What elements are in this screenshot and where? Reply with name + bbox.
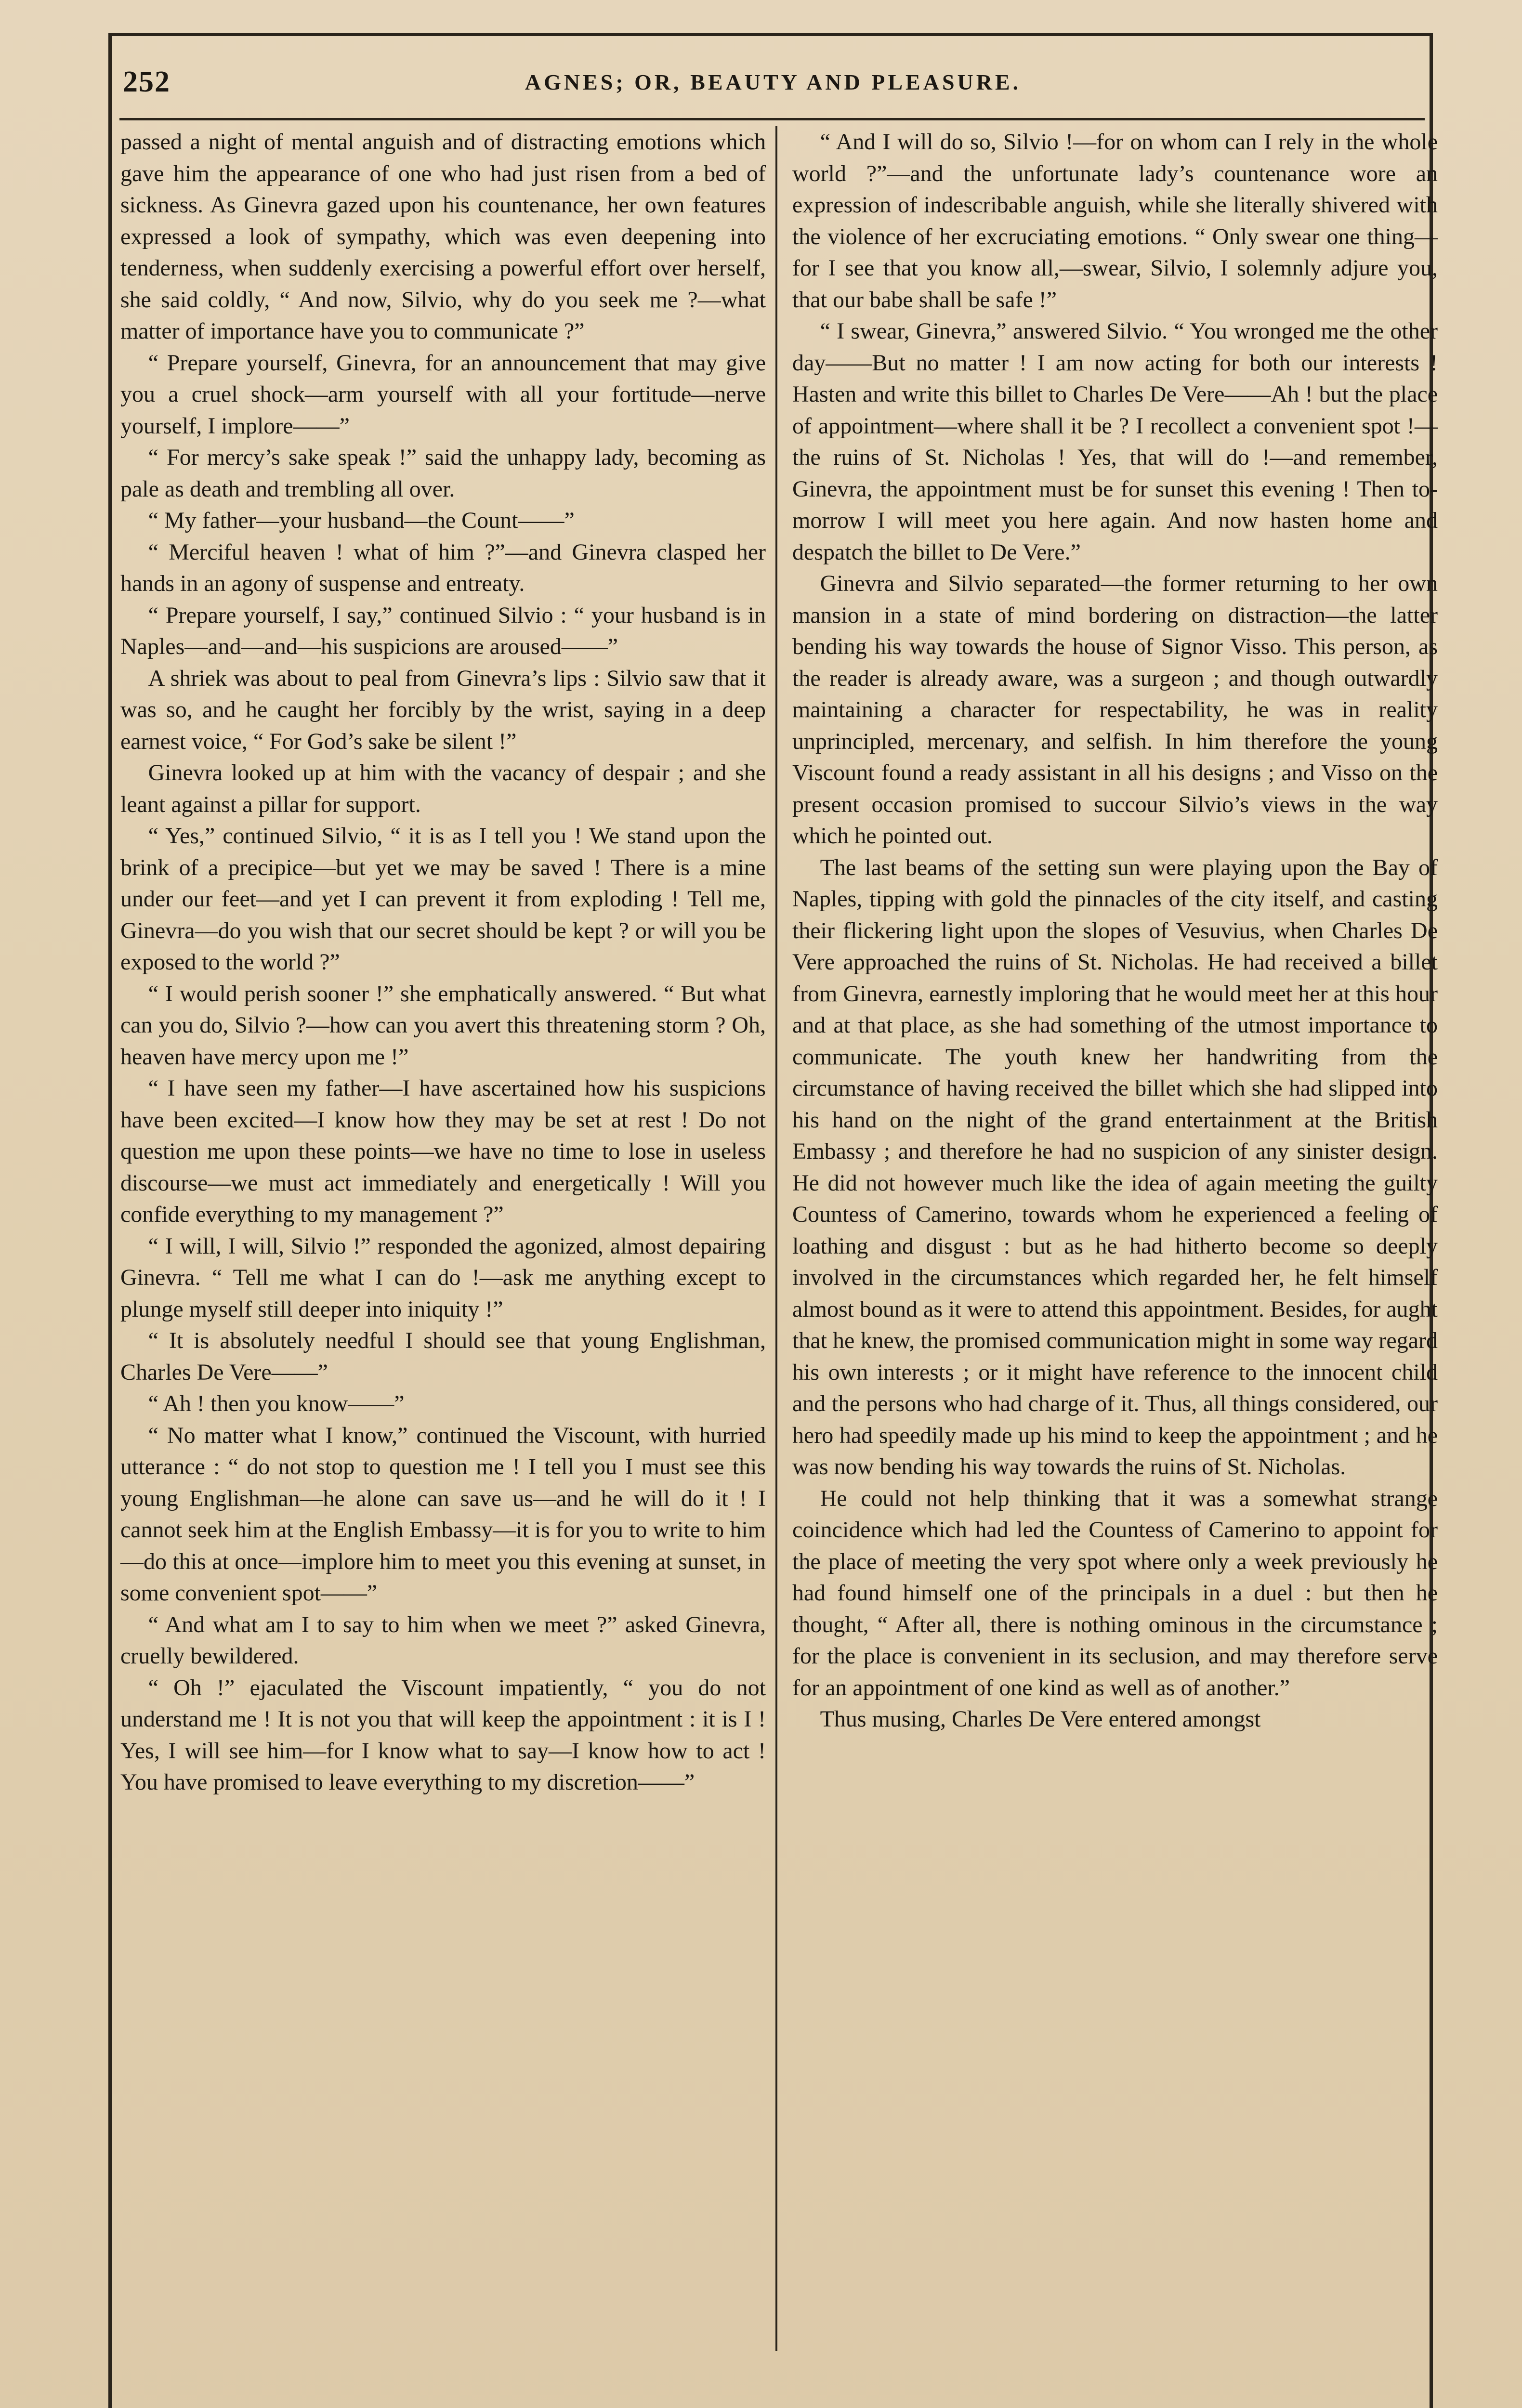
- paragraph: “ No matter what I know,” continued the Viscount, with hurried utterance : “ do not stop to question me ! I tell you I must see this young Englishman—he alone can save us—and he will do it ! I cannot seek him at the English Embassy—it is for you to write to him—do this at once—implore him to meet you this evening at sunset, in some convenient spot——”: [120, 1422, 766, 1606]
- paragraph: “ Prepare yourself, Ginevra, for an announcement that may give you a cruel shock—arm yourself with all your fortitude—nerve yourself, I implore——”: [120, 350, 766, 439]
- paragraph: “ And what am I to say to him when we meet ?” asked Ginevra, cruelly bewildered.: [120, 1611, 766, 1669]
- column-divider: [775, 126, 777, 2351]
- paragraph: “ Yes,” continued Silvio, “ it is as I tell you ! We stand upon the brink of a precipice—but yet we may be saved ! There is a mine under our feet—and yet I can prevent it from exploding ! Tell me, Ginevra—do you wish that our secret should be kept ? or will you be exposed to the world ?”: [120, 823, 766, 975]
- running-title: AGNES; OR, BEAUTY AND PLEASURE.: [525, 69, 1022, 94]
- paragraph: The last beams of the setting sun were playing upon the Bay of Naples, tipping with gold the pinnacles of the city itself, and casting their flickering light upon the slopes of Vesuvius, when Charles De Vere approached the ruins of St. Nicholas. He had received a billet from Ginevra, earnestly imploring that he would meet her at this hour and at that place, as she had something of the utmost importance to communicate. The youth knew her handwriting from the circumstance of having received the billet which she had slipped into his hand on the night of the grand entertainment at the British Embassy ; and therefore he had no suspicion of any sinister design. He did not however much like the idea of again meeting the guilty Countess of Camerino, towards whom he experienced a feeling of loathing and disgust : but as he had hitherto become so deeply involved in the circumstances which regarded her, he felt himself almost bound as it were to attend this appointment. Besides, for aught that he knew, the promised communication might in some way regard his own interests ; or it might have reference to the innocent child and the persons who had charge of it. Thus, all things considered, our hero had speedily made up his mind to keep the appointment ; and he was now bending his way towards the ruins of St. Nicholas.: [792, 854, 1438, 1479]
- paragraph: Ginevra and Silvio separated—the former returning to her own mansion in a state of mind bordering on distraction—the latter bending his way towards the house of Signor Visso. This person, as the reader is already aware, was a surgeon ; and though outwardly maintaining a character for respectability, he was in reality unprincipled, mercenary, and selfish. In him therefore the young Viscount found a ready assistant in all his designs ; and Visso on the present occasion promised to succour Silvio’s views in the way which he pointed out.: [792, 571, 1438, 849]
- running-head: [123, 58, 1423, 106]
- paragraph: A shriek was about to peal from Ginevra’s lips : Silvio saw that it was so, and he caught her forcibly by the wrist, saying in a deep earnest voice, “ For God’s sake be silent !”: [120, 665, 766, 754]
- paragraph: “ For mercy’s sake speak !” said the unhappy lady, becoming as pale as death and trembling all over.: [120, 445, 766, 502]
- right-column: [792, 126, 1438, 1735]
- paragraph: “ I would perish sooner !” she emphatically answered. “ But what can you do, Silvio ?—how can you avert this threatening storm ? Oh, heaven have mercy upon me !”: [120, 981, 766, 1070]
- paragraph: Thus musing, Charles De Vere entered amongst: [820, 1706, 1261, 1732]
- paragraph: He could not help thinking that it was a somewhat strange coincidence which had led the Countess of Camerino to appoint for the place of meeting the very spot where only a week previously he had found himself one of the principals in a duel : but then he thought, “ After all, there is nothing ominous in the circumstance ; for the place is convenient in its seclusion, and may therefore serve for an appointment of one kind as well as of another.”: [792, 1485, 1438, 1701]
- paragraph: “ And I will do so, Silvio !—for on whom can I rely in the whole world ?”—and the unfortunate lady’s countenance wore an expression of indescribable anguish, while she literally shivered with the violence of her excruciating emotions. “ Only swear one thing—for I see that you know all,—swear, Silvio, I solemnly adjure you, that our babe shall be safe !”: [792, 129, 1438, 313]
- page-number: 252: [123, 65, 171, 98]
- paragraph: “ I will, I will, Silvio !” responded the agonized, almost depairing Ginevra. “ Tell me what I can do !—ask me anything except to plunge myself still deeper into iniquity !”: [120, 1233, 766, 1322]
- paragraph: “ Prepare yourself, I say,” continued Silvio : “ your husband is in Naples—and—and—his suspicions are aroused——”: [120, 602, 766, 659]
- paragraph: “ It is absolutely needful I should see that young Englishman, Charles De Vere——”: [120, 1328, 766, 1385]
- paragraph: Ginevra looked up at him with the vacancy of despair ; and she leant against a pillar for support.: [120, 760, 766, 817]
- paragraph: “ My father—your husband—the Count——”: [148, 508, 575, 533]
- paragraph: “ I swear, Ginevra,” answered Silvio. “ You wronged me the other day——But no matter ! I am now acting for both our interests ! Hasten and write this billet to Charles De Vere——Ah ! but the place of appointment—where shall it be ? I recollect a convenient spot !—the ruins of St. Nicholas ! Yes, that will do !—and remember, Ginevra, the appointment must be for sunset this evening ! Then to-morrow I will meet you here again. And now hasten home and despatch the billet to De Vere.”: [792, 318, 1438, 565]
- paragraph: “ Ah ! then you know——”: [148, 1391, 405, 1416]
- paragraph: “ I have seen my father—I have ascertained how his suspicions have been excited—I know how they may be set at rest ! Do not question me upon these points—we have no time to lose in useless discourse—we must act immediately and energetically ! Will you confide everything to my management ?”: [120, 1075, 766, 1227]
- paragraph: “ Oh !” ejaculated the Viscount impatiently, “ you do not understand me ! It is not you that will keep the appointment : it is I ! Yes, I will see him—for I know what to say—I know how to act ! You have promised to leave everything to my discretion——”: [120, 1675, 766, 1795]
- left-column: [120, 126, 766, 1798]
- header-rule: [119, 118, 1425, 120]
- paragraph: passed a night of mental anguish and of distracting emotions which gave him the appearance of one who had just risen from a bed of sickness. As Ginevra gazed upon his countenance, her own features expressed a look of sympathy, which was even deepening into tenderness, when suddenly exercising a powerful effort over herself, she said coldly, “ And now, Silvio, why do you seek me ?—what matter of importance have you to communicate ?”: [120, 129, 766, 344]
- paragraph: “ Merciful heaven ! what of him ?”—and Ginevra clasped her hands in an agony of suspense and entreaty.: [120, 539, 766, 596]
